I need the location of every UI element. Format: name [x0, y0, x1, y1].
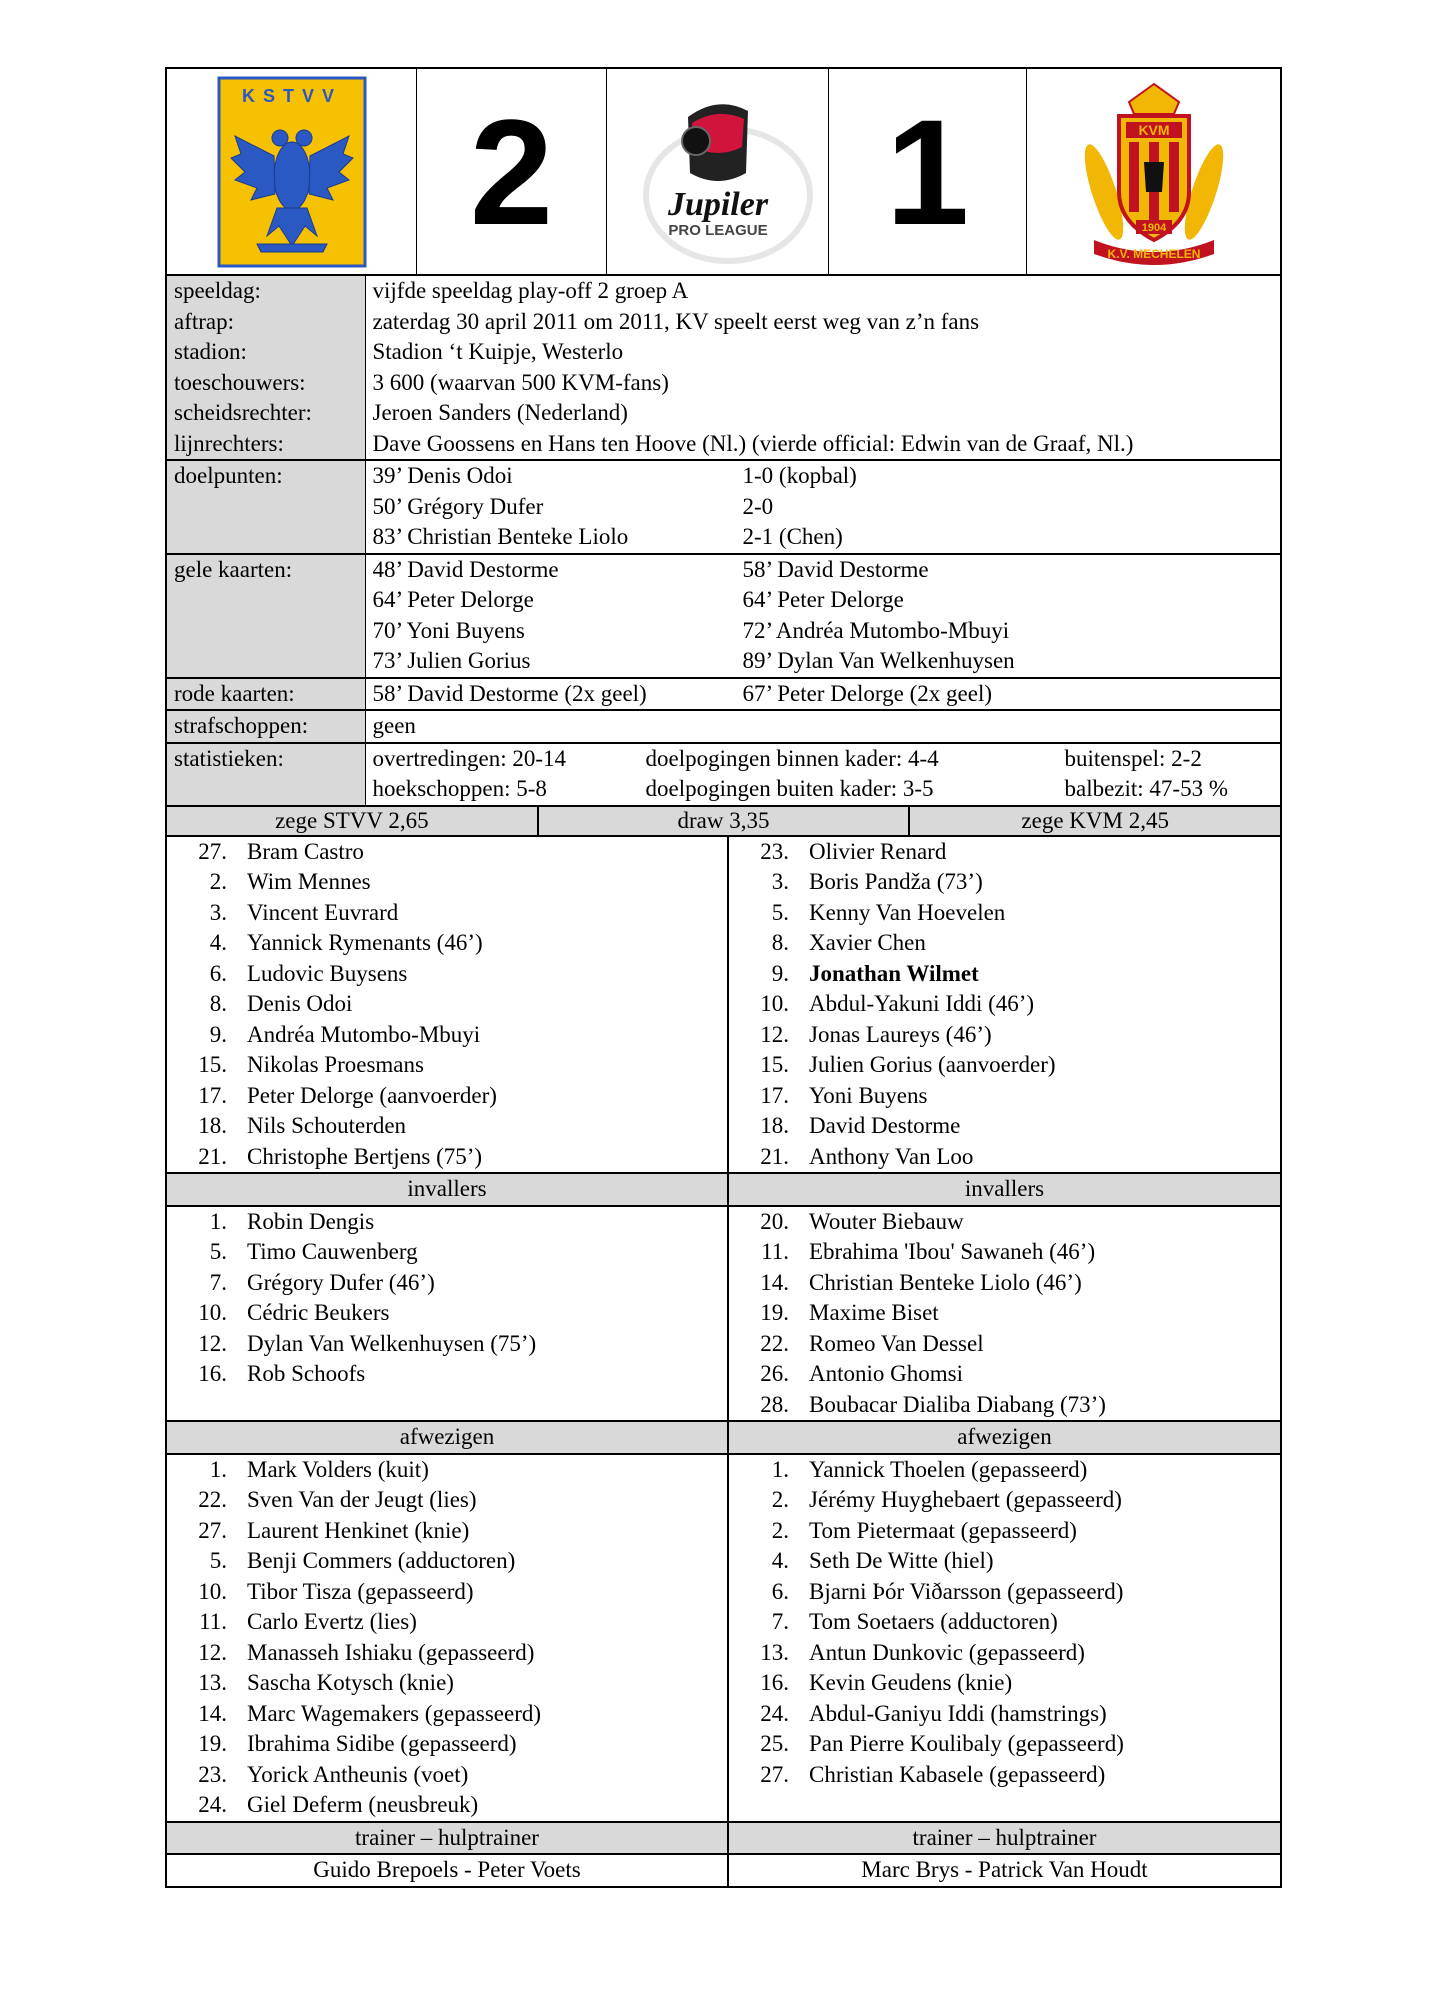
player-number: 5. — [771, 899, 789, 925]
info-row-statistieken — [166, 743, 1281, 806]
player-row — [167, 1516, 727, 1547]
player-name: Antonio Ghomsi — [809, 1361, 963, 1386]
player-name: Robin Dengis — [247, 1208, 375, 1234]
player-row — [167, 1359, 727, 1390]
player-row — [167, 1760, 727, 1791]
goal-line: 83’ Christian Benteke Liolo 2-1 (Chen) — [372, 524, 843, 549]
player-name: Laurent Henkinet (knie) — [247, 1517, 470, 1543]
strafschoppen-label: strafschoppen: — [166, 710, 365, 743]
aftrap-label: aftrap: — [166, 307, 365, 338]
player-row — [167, 1329, 727, 1360]
away-absent — [728, 1454, 1281, 1822]
player-number: 10. — [198, 1300, 227, 1325]
away-lineup — [728, 837, 1281, 1174]
player-row — [167, 959, 727, 990]
player-name: Bram Castro — [247, 838, 364, 864]
player-number: 7. — [771, 1609, 789, 1634]
player-number: 20. — [760, 1208, 789, 1234]
player-name: Nikolas Proesmans — [247, 1052, 424, 1077]
player-row — [729, 1607, 1280, 1638]
info-row-strafschoppen — [166, 710, 1281, 743]
substitutes — [166, 1206, 1281, 1422]
player-row — [167, 1638, 727, 1669]
player-name: Andréa Mutombo-Mbuyi — [247, 1021, 481, 1047]
player-number: 27. — [760, 1761, 789, 1787]
afwezigen-header-row — [166, 1421, 1281, 1454]
away-trainer-header: trainer – hulptrainer — [728, 1822, 1281, 1855]
stat-line: overtredingen: 20-14 doelpogingen binnen kader: 4-4 buitenspel: 2-2 — [372, 745, 1202, 771]
player-name: Olivier Renard — [809, 838, 947, 864]
player-row — [729, 1516, 1280, 1547]
player-row — [729, 1298, 1280, 1329]
toeschouwers-value: 3 600 (waarvan 500 KVM-fans) — [372, 369, 669, 395]
player-name: Cédric Beukers — [247, 1300, 390, 1325]
odds-row — [165, 807, 1282, 837]
kv-mechelen-logo — [1074, 72, 1234, 272]
info-row-gele-kaarten — [166, 554, 1281, 678]
player-row — [167, 1729, 727, 1760]
player-name: Carlo Evertz (lies) — [247, 1609, 417, 1634]
player-name: Yannick Rymenants (46’) — [247, 930, 483, 955]
player-row — [167, 928, 727, 959]
player-number: 2. — [771, 1487, 789, 1512]
aftrap-value: zaterdag 30 april 2011 om 2011, KV speelt eerst weg van z’n fans — [372, 308, 980, 334]
svg-text:KVM: KVM — [1137, 121, 1170, 138]
player-name: Tom Pietermaat (gepasseerd) — [809, 1517, 1077, 1543]
player-number: 5. — [209, 1548, 227, 1573]
player-name: Anthony Van Loo — [809, 1143, 974, 1169]
player-number: 6. — [209, 960, 227, 986]
player-row — [729, 1050, 1280, 1081]
player-name: Ludovic Buysens — [247, 960, 408, 986]
away-score-cell — [829, 69, 1027, 274]
player-row — [729, 1081, 1280, 1112]
player-name: Xavier Chen — [809, 930, 926, 955]
player-name: Yorick Antheunis (voet) — [247, 1761, 469, 1787]
player-row — [729, 1729, 1280, 1760]
player-number: 18. — [760, 1113, 789, 1138]
stadion-value: Stadion ‘t Kuipje, Westerlo — [372, 339, 624, 364]
rode-kaarten-value: 58’ David Destorme (2x geel) 67’ Peter Delorge (2x geel) — [365, 678, 1281, 711]
player-row — [167, 867, 727, 898]
player-number: 10. — [760, 991, 789, 1016]
player-name: Romeo Van Dessel — [809, 1330, 984, 1356]
match-header — [165, 67, 1282, 276]
player-name: Sascha Kotysch (knie) — [247, 1670, 454, 1695]
player-row — [167, 1485, 727, 1516]
away-trainers: Marc Brys - Patrick Van Houdt — [861, 1857, 1148, 1882]
player-number: 24. — [760, 1700, 789, 1726]
player-name: Benji Commers (adductoren) — [247, 1548, 516, 1573]
player-row — [167, 1207, 727, 1238]
player-name: Maxime Biset — [809, 1300, 939, 1325]
player-number: 13. — [198, 1670, 227, 1695]
player-name: Kevin Geudens (knie) — [809, 1670, 1013, 1695]
player-number: 19. — [198, 1731, 227, 1756]
player-name: Jonas Laureys (46’) — [809, 1021, 992, 1047]
player-name: Kenny Van Hoevelen — [809, 899, 1006, 925]
player-number: 8. — [209, 991, 227, 1016]
player-name: Julien Gorius (aanvoerder) — [809, 1052, 1056, 1077]
player-number: 3. — [771, 869, 789, 894]
player-row — [729, 1546, 1280, 1577]
player-number: 22. — [198, 1487, 227, 1512]
scheidsrechter-value: Jeroen Sanders (Nederland) — [372, 400, 628, 425]
player-row — [729, 1699, 1280, 1730]
statistieken-value — [365, 743, 1281, 806]
player-number: 28. — [760, 1391, 789, 1417]
player-row — [167, 837, 727, 868]
player-row — [729, 1485, 1280, 1516]
player-row — [729, 1638, 1280, 1669]
player-name: Denis Odoi — [247, 991, 353, 1016]
jupiler-pro-league-logo — [618, 77, 818, 267]
gele-kaarten-label: gele kaarten: — [166, 554, 365, 678]
player-row — [729, 1577, 1280, 1608]
player-name: Seth De Witte (hiel) — [809, 1548, 994, 1573]
home-absent — [166, 1454, 728, 1822]
away-score: 1 — [885, 87, 970, 256]
odds-draw: draw 3,35 — [539, 807, 911, 835]
player-number: 4. — [771, 1548, 789, 1573]
player-name: Sven Van der Jeugt (lies) — [247, 1487, 477, 1512]
player-number: 21. — [760, 1143, 789, 1169]
rode-kaarten-label: rode kaarten: — [166, 678, 365, 711]
svg-text:PRO LEAGUE: PRO LEAGUE — [667, 221, 768, 239]
player-number: 8. — [771, 930, 789, 955]
player-row — [729, 1020, 1280, 1051]
player-number: 14. — [760, 1269, 789, 1295]
player-name: Yoni Buyens — [809, 1082, 928, 1108]
player-number: 9. — [771, 960, 789, 986]
player-name: Dylan Van Welkenhuysen (75’) — [247, 1330, 537, 1356]
svg-text:KSTVV: KSTVV — [241, 85, 342, 106]
player-row — [167, 1546, 727, 1577]
player-number: 1. — [209, 1456, 227, 1482]
home-lineup — [166, 837, 728, 1174]
trainer-header-row — [166, 1822, 1281, 1855]
home-trainer-header: trainer – hulptrainer — [166, 1822, 728, 1855]
player-row — [729, 928, 1280, 959]
player-name: Christophe Bertjens (75’) — [247, 1143, 483, 1169]
toeschouwers-label: toeschouwers: — [166, 368, 365, 399]
player-row — [729, 1207, 1280, 1238]
player-name: Yannick Thoelen (gepasseerd) — [809, 1456, 1088, 1482]
player-number: 12. — [198, 1330, 227, 1356]
card-line: 64’ Peter Delorge 64’ Peter Delorge — [372, 587, 904, 612]
card-line: 73’ Julien Gorius 89’ Dylan Van Welkenhuysen — [372, 648, 1015, 673]
player-name: Mark Volders (kuit) — [247, 1456, 429, 1482]
player-name: Giel Deferm (neusbreuk) — [247, 1792, 479, 1817]
player-number: 15. — [198, 1052, 227, 1077]
player-name: Ebrahima 'Ibou' Sawaneh (46’) — [809, 1239, 1096, 1264]
player-number: 7. — [209, 1269, 227, 1295]
player-number: 27. — [198, 1517, 227, 1543]
player-number: 2. — [209, 869, 227, 894]
stadion-label: stadion: — [166, 337, 365, 368]
home-trainers: Guido Brepoels - Peter Voets — [166, 1854, 728, 1887]
player-name: Grégory Dufer (46’) — [247, 1269, 435, 1295]
home-logo-cell — [167, 69, 417, 274]
player-number: 3. — [209, 899, 227, 925]
player-name: Timo Cauwenberg — [247, 1239, 418, 1264]
statistieken-label: statistieken: — [166, 743, 365, 806]
trainers-row — [166, 1854, 1281, 1887]
info-row-aftrap — [166, 307, 1281, 338]
player-name: Boris Pandža (73’) — [809, 869, 983, 894]
player-name: Abdul-Yakuni Iddi (46’) — [809, 991, 1035, 1016]
player-number: 2. — [771, 1517, 789, 1543]
player-name: Manasseh Ishiaku (gepasseerd) — [247, 1639, 535, 1665]
player-name: Rob Schoofs — [247, 1361, 366, 1386]
starting-lineups — [166, 837, 1281, 1174]
player-row — [167, 1455, 727, 1486]
player-number: 1. — [209, 1208, 227, 1234]
player-row — [729, 1329, 1280, 1360]
player-row — [167, 1142, 727, 1173]
player-row — [729, 1142, 1280, 1173]
card-line: 48’ David Destorme 58’ David Destorme — [372, 556, 929, 582]
player-row — [729, 837, 1280, 868]
player-row — [167, 1050, 727, 1081]
player-number: 6. — [771, 1578, 789, 1604]
player-row — [729, 1359, 1280, 1390]
player-name: Peter Delorge (aanvoerder) — [247, 1082, 497, 1108]
speeldag-value: vijfde speeldag play-off 2 groep A — [372, 278, 689, 303]
stat-line: hoekschoppen: 5-8 doelpogingen buiten kader: 3-5 balbezit: 47-53 % — [372, 776, 1229, 801]
player-row — [167, 1020, 727, 1051]
player-number: 15. — [760, 1052, 789, 1077]
player-number: 25. — [760, 1731, 789, 1756]
player-number: 16. — [760, 1670, 789, 1695]
player-number: 21. — [198, 1143, 227, 1169]
player-number: 4. — [209, 930, 227, 955]
home-subs — [166, 1206, 728, 1422]
doelpunten-value — [365, 460, 1281, 554]
player-name: Jonathan Wilmet — [809, 960, 979, 986]
player-row — [729, 959, 1280, 990]
match-info-table — [165, 276, 1282, 807]
player-row — [167, 1298, 727, 1329]
away-logo-cell — [1027, 69, 1280, 274]
absentees — [166, 1454, 1281, 1822]
player-row — [167, 1607, 727, 1638]
away-afwezigen-header: afwezigen — [728, 1421, 1281, 1454]
player-row — [729, 1390, 1280, 1421]
player-number: 18. — [198, 1113, 227, 1138]
info-row-rode-kaarten — [166, 678, 1281, 711]
player-name: Tom Soetaers (adductoren) — [809, 1609, 1058, 1634]
player-number: 14. — [198, 1700, 227, 1726]
player-name: Bjarni Þór Viðarsson (gepasseerd) — [809, 1578, 1124, 1604]
info-row-speeldag — [166, 276, 1281, 307]
player-number: 12. — [198, 1639, 227, 1665]
player-name: Antun Dunkovic (gepasseerd) — [809, 1639, 1085, 1665]
player-row — [729, 1760, 1280, 1791]
player-number: 22. — [760, 1330, 789, 1356]
player-name: David Destorme — [809, 1113, 961, 1138]
player-name: Nils Schouterden — [247, 1113, 407, 1138]
card-line: 70’ Yoni Buyens 72’ Andréa Mutombo-Mbuyi — [372, 617, 1010, 643]
svg-text:Jupiler: Jupiler — [667, 185, 768, 223]
league-logo-cell — [607, 69, 829, 274]
player-row — [167, 898, 727, 929]
player-number: 1. — [771, 1456, 789, 1482]
player-row — [167, 1268, 727, 1299]
svg-text:1904: 1904 — [1141, 221, 1166, 234]
gele-kaarten-value — [365, 554, 1281, 678]
player-number: 13. — [760, 1639, 789, 1665]
player-row — [729, 898, 1280, 929]
player-row — [167, 1111, 727, 1142]
player-number: 11. — [199, 1609, 227, 1634]
player-number: 11. — [761, 1239, 789, 1264]
player-number: 10. — [198, 1578, 227, 1604]
home-score-cell — [417, 69, 607, 274]
doelpunten-label: doelpunten: — [166, 460, 365, 554]
speeldag-label: speeldag: — [166, 276, 365, 307]
player-row — [729, 1455, 1280, 1486]
player-row — [167, 1790, 727, 1821]
info-row-doelpunten — [166, 460, 1281, 554]
player-row — [167, 1081, 727, 1112]
player-name: Pan Pierre Koulibaly (gepasseerd) — [809, 1731, 1124, 1756]
lijnrechters-value: Dave Goossens en Hans ten Hoove (Nl.) (vierde official: Edwin van de Graaf, Nl.) — [372, 430, 1134, 456]
player-row — [729, 867, 1280, 898]
strafschoppen-value: geen — [365, 710, 1281, 743]
player-name: Christian Benteke Liolo (46’) — [809, 1269, 1082, 1295]
lijnrechters-label: lijnrechters: — [166, 429, 365, 461]
player-number: 23. — [760, 838, 789, 864]
invallers-header-row — [166, 1173, 1281, 1206]
info-row-stadion — [166, 337, 1281, 368]
player-number: 23. — [198, 1761, 227, 1787]
player-name: Vincent Euvrard — [247, 899, 399, 925]
player-number: 17. — [198, 1082, 227, 1108]
home-afwezigen-header: afwezigen — [166, 1421, 728, 1454]
player-row — [729, 1268, 1280, 1299]
player-number: 26. — [760, 1361, 789, 1386]
match-sheet — [165, 67, 1282, 1888]
player-name: Christian Kabasele (gepasseerd) — [809, 1761, 1106, 1787]
player-row — [729, 1668, 1280, 1699]
player-number: 9. — [209, 1021, 227, 1047]
player-row — [167, 989, 727, 1020]
player-name: Boubacar Dialiba Diabang (73’) — [809, 1391, 1106, 1417]
info-row-scheidsrechter — [166, 398, 1281, 429]
player-number: 16. — [198, 1361, 227, 1386]
player-number: 19. — [760, 1300, 789, 1325]
away-invallers-header: invallers — [728, 1173, 1281, 1206]
player-row — [729, 989, 1280, 1020]
player-name: Wouter Biebauw — [809, 1208, 964, 1234]
lineups-table — [165, 837, 1282, 1888]
info-row-lijnrechters — [166, 429, 1281, 461]
player-row — [729, 1111, 1280, 1142]
svg-text:K.V. MECHELEN: K.V. MECHELEN — [1107, 246, 1200, 261]
goal-line: 50’ Grégory Dufer 2-0 — [372, 493, 774, 519]
player-name: Tibor Tisza (gepasseerd) — [247, 1578, 474, 1604]
player-number: 12. — [760, 1021, 789, 1047]
scheidsrechter-label: scheidsrechter: — [166, 398, 365, 429]
info-row-toeschouwers — [166, 368, 1281, 399]
goal-line: 39’ Denis Odoi 1-0 (kopbal) — [372, 463, 857, 488]
player-name: Marc Wagemakers (gepasseerd) — [247, 1700, 542, 1726]
home-invallers-header: invallers — [166, 1173, 728, 1206]
player-row — [729, 1237, 1280, 1268]
player-number: 17. — [760, 1082, 789, 1108]
player-name: Wim Mennes — [247, 869, 371, 894]
stvv-logo — [217, 76, 367, 268]
away-subs — [728, 1206, 1281, 1422]
odds-home: zege STVV 2,65 — [167, 807, 539, 835]
player-name: Jérémy Huyghebaert (gepasseerd) — [809, 1487, 1122, 1512]
player-number: 27. — [198, 838, 227, 864]
player-row — [167, 1237, 727, 1268]
player-number: 24. — [198, 1792, 227, 1817]
player-row — [167, 1668, 727, 1699]
player-row — [167, 1699, 727, 1730]
odds-away: zege KVM 2,45 — [1021, 807, 1169, 833]
player-name: Ibrahima Sidibe (gepasseerd) — [247, 1731, 517, 1756]
home-score: 2 — [469, 87, 554, 256]
player-name: Abdul-Ganiyu Iddi (hamstrings) — [809, 1700, 1107, 1726]
player-number: 5. — [209, 1239, 227, 1264]
player-row — [167, 1577, 727, 1608]
